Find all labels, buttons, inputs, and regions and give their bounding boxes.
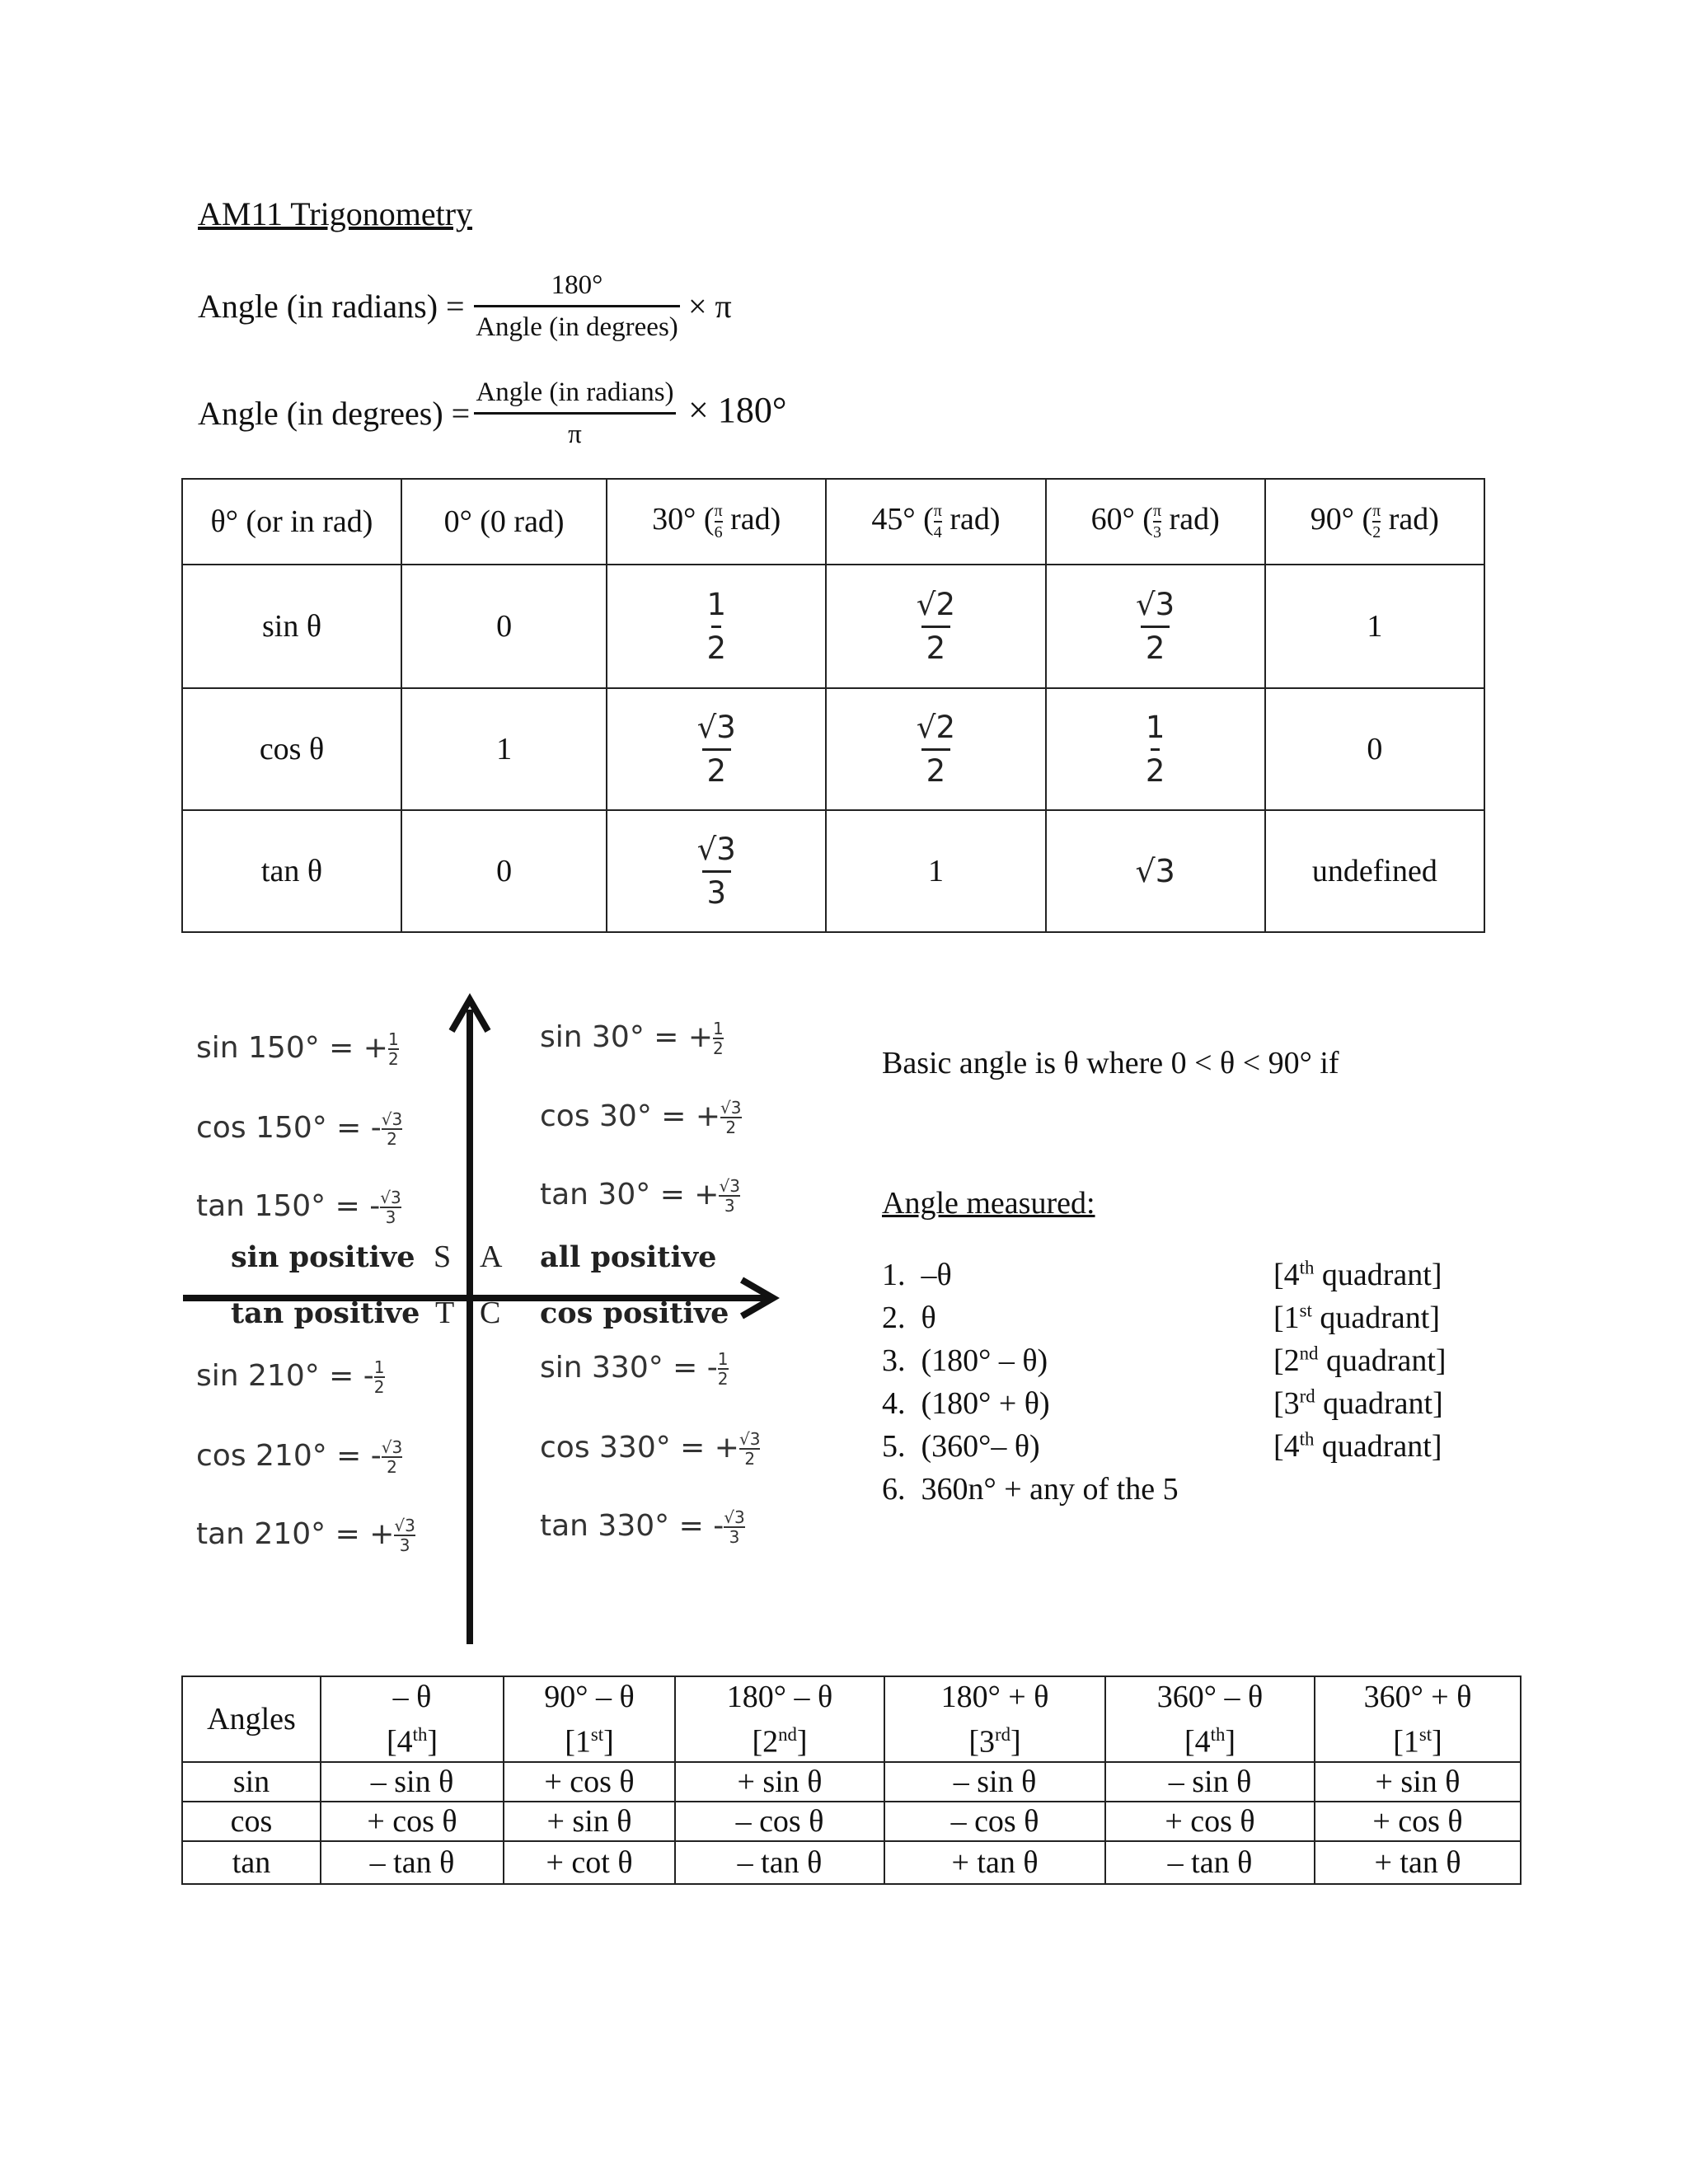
- header-30-deg: [607, 479, 826, 565]
- frac-den: 3: [399, 1535, 410, 1555]
- tan-positive-label: tan positive: [231, 1296, 420, 1330]
- sin-150-line: [196, 1030, 399, 1068]
- frac-bar: [711, 626, 721, 628]
- table-corner: θ° (or in rad): [182, 479, 401, 565]
- quadrant-number: 1: [1403, 1724, 1419, 1760]
- list-expr: –θ: [921, 1258, 952, 1292]
- angle-measured-heading: Angle measured:: [882, 1186, 1095, 1221]
- quadrant-number: 4: [1194, 1724, 1211, 1760]
- ordinal-suffix: st: [590, 1723, 604, 1745]
- frac-num: √3: [1136, 586, 1175, 622]
- table-cell: – tan θ: [675, 1841, 884, 1884]
- sin-210-line: [196, 1358, 385, 1396]
- row-label: cos: [182, 1802, 321, 1841]
- frac-num: 1: [387, 1029, 399, 1049]
- frac-num: √2: [916, 586, 956, 622]
- pi-fraction: [934, 501, 942, 542]
- fn-text: tan 330° = -: [540, 1509, 724, 1543]
- angle-identity-table: [181, 1675, 1522, 1885]
- value-fraction: [388, 1030, 399, 1068]
- quadrant-letter-a: A: [480, 1240, 503, 1274]
- value-cell: [826, 565, 1045, 688]
- quadrant-word: quadrant]: [1320, 1301, 1440, 1335]
- value-fraction: [394, 1516, 415, 1554]
- fn-text: cos 30° = +: [540, 1099, 721, 1133]
- mini-den: 4: [933, 523, 942, 542]
- header-90-deg: [1265, 479, 1484, 565]
- fn-text: cos 330° = +: [540, 1431, 739, 1465]
- header-expr: 90° – θ: [544, 1679, 635, 1714]
- value-fraction: [697, 709, 736, 790]
- frac-bar: [1141, 626, 1170, 628]
- ordinal-suffix: th: [1299, 1257, 1315, 1278]
- ordinal-suffix: rd: [995, 1723, 1010, 1745]
- trig-ratio-table: [181, 478, 1485, 933]
- list-item-3: [882, 1343, 1048, 1379]
- degrees-numerator: Angle (in radians): [476, 377, 674, 407]
- table-cell: – cos θ: [675, 1802, 884, 1841]
- fn-text: tan 30° = +: [540, 1178, 720, 1212]
- value-fraction: [719, 1177, 739, 1215]
- fn-text: cos 150° = -: [196, 1111, 382, 1145]
- quadrant-letter-t: T: [435, 1296, 455, 1330]
- cos-positive-label: cos positive: [540, 1296, 729, 1330]
- frac-num: 1: [713, 1019, 724, 1038]
- ordinal-suffix: rd: [1299, 1385, 1315, 1407]
- sin-positive-label: sin positive: [231, 1240, 415, 1274]
- tan-330-line: [540, 1508, 745, 1546]
- all-positive-label: all positive: [540, 1240, 717, 1274]
- frac-num: √3: [696, 709, 736, 745]
- frac-num: √3: [738, 1429, 761, 1449]
- ordinal-suffix: nd: [778, 1723, 797, 1745]
- quadrant-note-5: [4th quadrant]: [1273, 1428, 1442, 1464]
- quadrant-number: 4: [1283, 1258, 1300, 1292]
- cos-150-line: [196, 1110, 402, 1148]
- tan-210-line: [196, 1516, 415, 1554]
- list-number: 4.: [882, 1386, 906, 1421]
- cos-row: [182, 1802, 1521, 1841]
- header-cell: 180° + θ [3rd]: [884, 1676, 1105, 1762]
- tan-30-line: [540, 1177, 740, 1215]
- tan-row: [182, 810, 1484, 932]
- frac-num: √3: [719, 1176, 740, 1196]
- value-fraction: [697, 831, 736, 912]
- header-expr: – θ: [392, 1679, 432, 1714]
- frac-num: √3: [381, 1109, 403, 1129]
- quadrant-letter-s: S: [434, 1240, 452, 1274]
- quadrant-word: quadrant]: [1325, 1343, 1447, 1378]
- value-cell: 0: [1265, 688, 1484, 810]
- ordinal-suffix: st: [1299, 1300, 1312, 1321]
- list-number: 6.: [882, 1472, 906, 1507]
- frac-den: 2: [706, 752, 727, 789]
- table-cell: – sin θ: [321, 1762, 504, 1802]
- list-number: 1.: [882, 1258, 906, 1292]
- value-fraction: [382, 1438, 402, 1476]
- value-cell: [1046, 688, 1265, 810]
- frac-num: 1: [717, 1349, 729, 1369]
- basic-angle-text: Basic angle is θ where 0 < θ < 90° if: [882, 1046, 1339, 1080]
- value-cell: [607, 810, 826, 932]
- header-cell: 90° – θ [1st]: [504, 1676, 675, 1762]
- table-cell: + tan θ: [1315, 1841, 1521, 1884]
- cos-row: [182, 688, 1484, 810]
- frac-den: 2: [725, 1118, 737, 1137]
- frac-den: 2: [373, 1377, 385, 1397]
- quadrant-note-2: [1st quadrant]: [1273, 1300, 1440, 1335]
- fn-text: sin 150° = +: [196, 1031, 388, 1065]
- fn-text: tan 150° = -: [196, 1189, 381, 1223]
- table-header-row: [182, 1676, 1521, 1762]
- quadrant-number: 4: [396, 1724, 413, 1760]
- sin-30-line: [540, 1019, 724, 1057]
- fn-text: sin 30° = +: [540, 1020, 714, 1054]
- table-cell: – sin θ: [884, 1762, 1105, 1802]
- page-title: AM11 Trigonometry: [198, 195, 473, 232]
- degrees-multiplier: × 180°: [688, 390, 787, 430]
- value-fraction: [380, 1188, 401, 1226]
- value-fraction: [713, 1019, 724, 1057]
- pi-fraction: [715, 501, 723, 542]
- value-cell: √3: [1046, 810, 1265, 932]
- rad-label: rad): [950, 501, 1001, 537]
- frac-den: 2: [1145, 630, 1165, 666]
- frac-den: 2: [1145, 752, 1165, 789]
- table-cell: + cos θ: [504, 1762, 675, 1802]
- quadrant-note-4: [3rd quadrant]: [1273, 1385, 1443, 1421]
- quadrant-note-1: [4th quadrant]: [1273, 1257, 1442, 1292]
- frac-bar: [702, 870, 731, 873]
- frac-den: 3: [706, 874, 727, 911]
- quadrant-note-3: [2nd quadrant]: [1273, 1343, 1447, 1378]
- table-cell: + tan θ: [884, 1841, 1105, 1884]
- value-fraction: [720, 1099, 741, 1137]
- mini-num: π: [1372, 502, 1381, 521]
- value-cell: undefined: [1265, 810, 1484, 932]
- table-cell: – cos θ: [884, 1802, 1105, 1841]
- quadrant-letter-c: C: [480, 1296, 501, 1330]
- header-label: 0° (0 rad): [443, 504, 565, 539]
- frac-den: 2: [926, 630, 946, 666]
- row-label: sin: [182, 1762, 321, 1802]
- value-fraction: [706, 586, 726, 668]
- value-cell: 0: [401, 565, 607, 688]
- table-cell: + cos θ: [1315, 1802, 1521, 1841]
- frac-den: 2: [713, 1038, 724, 1058]
- sin-330-line: [540, 1350, 729, 1388]
- degrees-denominator: π: [568, 419, 582, 449]
- sin-row: [182, 1762, 1521, 1802]
- header-label: 30° (: [652, 501, 715, 537]
- value-cell: [1046, 565, 1265, 688]
- frac-num: 1: [373, 1357, 385, 1377]
- quadrant-number: 3: [979, 1724, 995, 1760]
- value-fraction: [917, 586, 955, 668]
- list-item-1: [882, 1257, 952, 1293]
- row-label: tan: [182, 1841, 321, 1884]
- row-label: cos θ: [182, 688, 401, 810]
- value-cell: [607, 565, 826, 688]
- degrees-formula-label: Angle (in degrees) =: [198, 395, 471, 432]
- table-cell: + cot θ: [504, 1841, 675, 1884]
- frac-bar: [921, 748, 950, 751]
- list-item-5: [882, 1428, 1040, 1465]
- header-45-deg: [826, 479, 1045, 565]
- value-fraction: [739, 1430, 760, 1468]
- header-label: 60° (: [1090, 501, 1153, 537]
- table-cell: + cos θ: [1105, 1802, 1315, 1841]
- header-cell: 360° – θ [4th]: [1105, 1676, 1315, 1762]
- quadrant-number: 2: [762, 1724, 779, 1760]
- value-cell: 1: [401, 688, 607, 810]
- mini-num: π: [714, 502, 723, 521]
- value-cell: 1: [1265, 565, 1484, 688]
- frac-den: 3: [729, 1527, 740, 1547]
- ordinal-suffix: th: [412, 1723, 428, 1745]
- header-cell: – θ [4th]: [321, 1676, 504, 1762]
- tan-row: [182, 1841, 1521, 1884]
- list-item-4: [882, 1385, 1050, 1422]
- ordinal-suffix: th: [1210, 1723, 1226, 1745]
- header-label: 90° (: [1310, 501, 1373, 537]
- frac-num: 1: [706, 586, 727, 622]
- value-fraction: [1136, 586, 1175, 668]
- header-cell: 180° – θ [2nd]: [675, 1676, 884, 1762]
- frac-num: √3: [724, 1507, 745, 1527]
- list-expr: (360°– θ): [921, 1429, 1040, 1464]
- table-cell: + sin θ: [675, 1762, 884, 1802]
- quadrant-word: quadrant]: [1321, 1429, 1442, 1464]
- value-fraction: [374, 1358, 385, 1396]
- table-cell: – tan θ: [321, 1841, 504, 1884]
- value-fraction: [718, 1350, 729, 1388]
- value-cell: [607, 688, 826, 810]
- list-expr: (180° – θ): [921, 1343, 1048, 1378]
- value-fraction: [917, 709, 955, 790]
- frac-den: 2: [387, 1457, 397, 1477]
- frac-bar: [702, 748, 731, 751]
- frac-bar: [921, 626, 950, 628]
- rad-label: rad): [730, 501, 781, 537]
- list-expr: θ: [921, 1301, 936, 1335]
- table-cell: – tan θ: [1105, 1841, 1315, 1884]
- radians-numerator: 180°: [551, 270, 603, 300]
- pi-fraction: [1153, 501, 1161, 542]
- fn-text: cos 210° = -: [196, 1439, 382, 1473]
- value-fraction: [382, 1110, 402, 1148]
- fn-text: sin 210° = -: [196, 1359, 374, 1393]
- radians-fraction: [474, 265, 680, 347]
- cos-210-line: [196, 1438, 402, 1476]
- header-expr: 360° + θ: [1363, 1679, 1472, 1714]
- list-item-2: [882, 1300, 936, 1336]
- mini-den: 3: [1152, 523, 1161, 542]
- mini-num: π: [933, 502, 942, 521]
- fn-text: tan 210° = +: [196, 1517, 395, 1551]
- quadrant-number: 4: [1283, 1429, 1300, 1464]
- frac-num: √3: [380, 1188, 401, 1207]
- frac-num: √3: [720, 1098, 742, 1118]
- header-expr: 180° – θ: [726, 1679, 833, 1714]
- mini-den: 2: [1372, 523, 1381, 542]
- header-60-deg: [1046, 479, 1265, 565]
- list-expr: (180° + θ): [921, 1386, 1050, 1421]
- value-cell: 1: [826, 810, 1045, 932]
- mini-num: π: [1152, 502, 1162, 521]
- header-0-deg: [401, 479, 607, 565]
- frac-bar: [1151, 748, 1160, 751]
- radians-multiplier: × π: [688, 288, 732, 325]
- header-cell: 360° + θ [1st]: [1315, 1676, 1521, 1762]
- frac-den: 2: [387, 1129, 397, 1149]
- table-cell: – sin θ: [1105, 1762, 1315, 1802]
- row-label: tan θ: [182, 810, 401, 932]
- cos-30-line: [540, 1099, 742, 1137]
- list-expr: 360n° + any of the 5: [921, 1472, 1179, 1507]
- ordinal-suffix: st: [1418, 1723, 1432, 1745]
- ordinal-suffix: th: [1299, 1428, 1315, 1450]
- radians-denominator: Angle (in degrees): [476, 312, 678, 342]
- frac-den: 2: [926, 752, 946, 789]
- fn-text: sin 330° = -: [540, 1351, 718, 1385]
- pi-fraction: [1372, 501, 1381, 542]
- quadrant-number: 2: [1283, 1343, 1300, 1378]
- mini-den: 6: [714, 523, 723, 542]
- table-cell: + sin θ: [504, 1802, 675, 1841]
- frac-num: 1: [1145, 709, 1165, 745]
- frac-num: √3: [381, 1437, 403, 1457]
- list-number: 3.: [882, 1343, 906, 1378]
- frac-den: 2: [706, 630, 727, 666]
- quadrant-number: 1: [574, 1724, 591, 1760]
- radians-formula-label: Angle (in radians) =: [198, 288, 465, 325]
- quadrant-number: 1: [1283, 1301, 1300, 1335]
- quadrant-number: 3: [1283, 1386, 1300, 1421]
- row-label: sin θ: [182, 565, 401, 688]
- frac-den: 2: [387, 1049, 399, 1069]
- frac-den: 2: [744, 1449, 756, 1469]
- list-item-6: [882, 1471, 1179, 1507]
- list-number: 5.: [882, 1429, 906, 1464]
- header-expr: 360° – θ: [1156, 1679, 1264, 1714]
- table-corner: Angles: [182, 1676, 321, 1762]
- frac-den: 3: [385, 1207, 396, 1227]
- value-cell: [826, 688, 1045, 810]
- value-fraction: [1146, 709, 1165, 790]
- value-fraction: [724, 1508, 744, 1546]
- list-number: 2.: [882, 1301, 906, 1335]
- frac-num: √3: [394, 1516, 415, 1535]
- frac-den: 3: [724, 1196, 735, 1216]
- degrees-fraction: [474, 373, 676, 454]
- sin-row: [182, 565, 1484, 688]
- cos-330-line: [540, 1430, 760, 1468]
- value-cell: 0: [401, 810, 607, 932]
- header-label: 45° (: [871, 501, 934, 537]
- rad-label: rad): [1169, 501, 1220, 537]
- frac-num: √2: [916, 709, 956, 745]
- table-header-row: [182, 479, 1484, 565]
- frac-den: 2: [717, 1369, 729, 1389]
- quadrant-word: quadrant]: [1323, 1386, 1443, 1421]
- tan-150-line: [196, 1188, 401, 1226]
- ordinal-suffix: nd: [1299, 1343, 1319, 1364]
- frac-num: √3: [696, 831, 736, 867]
- header-expr: 180° + θ: [940, 1679, 1049, 1714]
- table-cell: + sin θ: [1315, 1762, 1521, 1802]
- quadrant-word: quadrant]: [1321, 1258, 1442, 1292]
- rad-label: rad): [1388, 501, 1439, 537]
- table-cell: + cos θ: [321, 1802, 504, 1841]
